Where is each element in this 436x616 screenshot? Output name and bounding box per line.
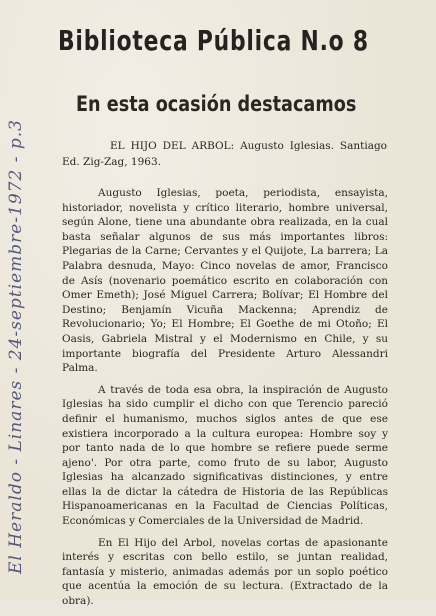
book-reference bbox=[62, 138, 387, 170]
subheadline: En esta ocasión destacamos bbox=[76, 92, 357, 116]
reference-text: EL HIJO DEL ARBOL: Augusto Iglesias. Santiago Ed. Zig-Zag, 1963. bbox=[62, 140, 387, 168]
paragraph-3: En El Hijo del Arbol, novelas cortas de apasionante interés y escritas con bello estilo, se juntan realidad, fantasía y misterio, animadas además por un soplo poético que acentúa la emoción de su lectura. (Extractado de la obra). bbox=[62, 536, 388, 608]
handwritten-margin-note: El Heraldo - Linares - 24-septiembre-1972 - p.3 bbox=[6, 119, 26, 574]
headline: Biblioteca Pública N.o 8 bbox=[58, 24, 369, 57]
article-body bbox=[62, 186, 388, 616]
paragraph-2: A través de toda esa obra, la inspiración de Augusto Iglesias ha sido cumplir el dicho con que Terencio pareció definir el humanismo, muchos siglos antes de que ese existiera incorporado a la cultura europea: Hombre soy y por tanto nada de lo que hombre se refiere puede serme ajeno'. Por otra parte, como fruto de su labor, Augusto Iglesias ha alcanzado significativas distinciones, y entre ellas la de dictar la cátedra de Historia de las Repúblicas Hispanoamericanas en la Facultad de Ciencias Políticas, Económicas y Comerciales de la Universidad de Madrid. bbox=[62, 383, 388, 528]
paragraph-1: Augusto Iglesias, poeta, periodista, ensayista, historiador, novelista y crítico literario, hombre universal, según Alone, tiene una abundante obra realizada, en la cual basta señalar algunos de sus más importantes libros: Plegarias de la Carne; Cervantes y el Quijote, La barrera; La Palabra desnuda, Mayo: Cinco novelas de amor, Francisco de Asís (novenario poemático escrito en colaboración con Omer Emeth); José Miguel Carrera; Bolívar; El Hombre del Destino; Benjamín Vicuña Mackenna; Aprendiz de Revolucionario; Yo; El Hombre; El Goethe de mi Otoño; El Oasis, Gabriela Mistral y el Modernismo en Chile, y su importante biografía del Presidente Arturo Alessandri Palma. bbox=[62, 187, 388, 375]
